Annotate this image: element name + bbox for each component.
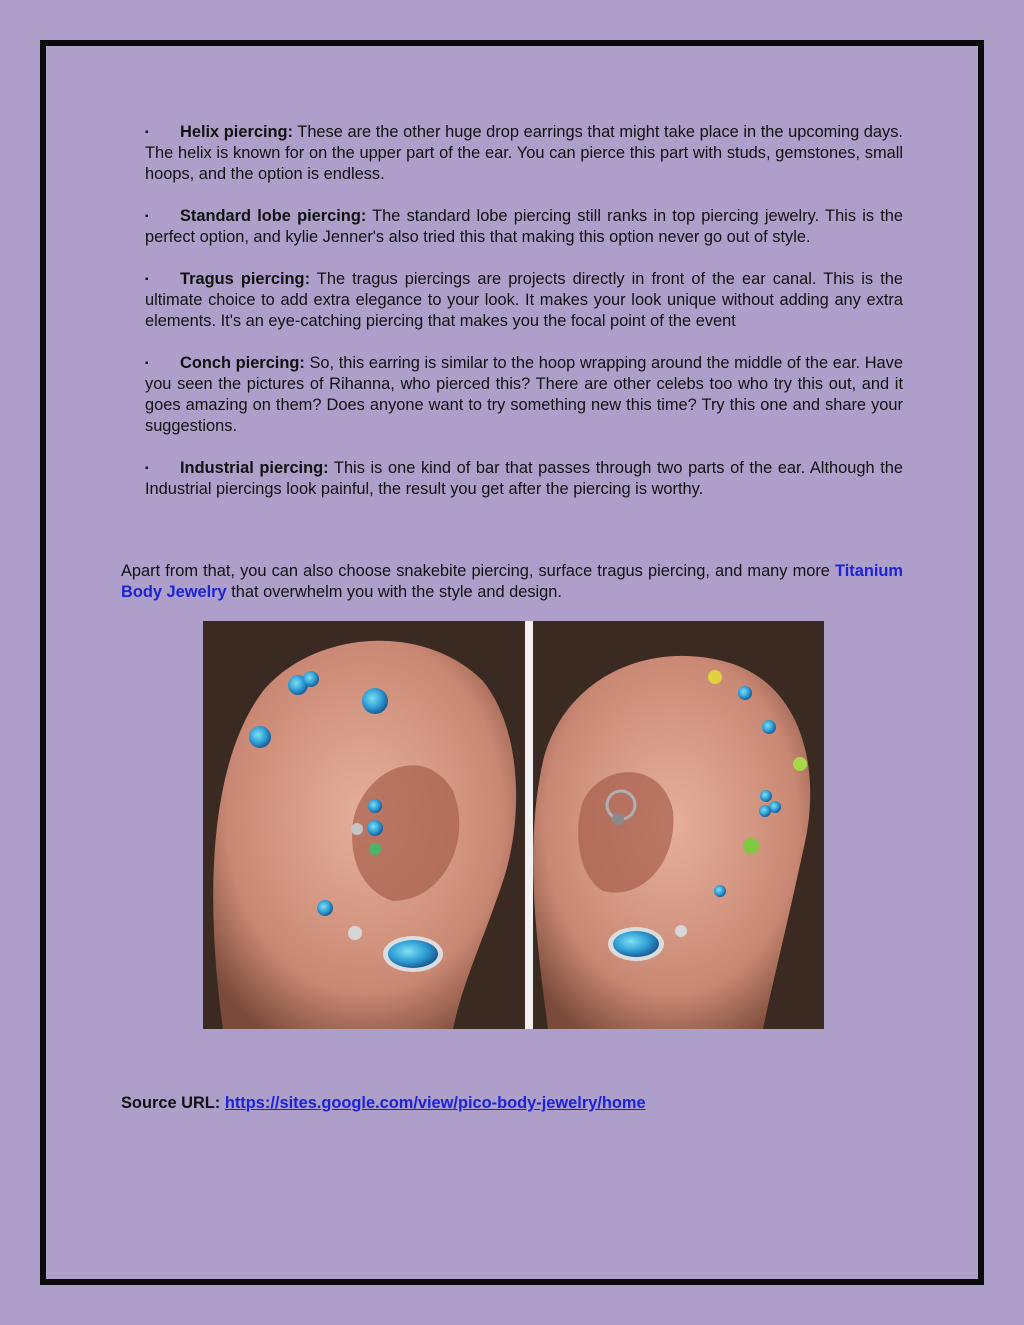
ear-piercings-photo: [203, 621, 824, 1029]
bullet-marker: ▪: [145, 274, 149, 285]
list-item-standard-lobe: [145, 206, 903, 248]
piercing-list: [145, 122, 903, 521]
item-title: Standard lobe piercing:: [180, 207, 367, 225]
source-label: Source URL:: [121, 1094, 225, 1112]
bullet-marker: ▪: [145, 463, 149, 474]
item-text: So, this earring is similar to the hoop wrapping around the middle of the ear. Have you seen the pictures of Rihanna, who pierced this? There are other celebs too who try this out, and it goes amazing on them? Does anyone want to try something new this time? Try this one and share your suggestions.: [145, 354, 903, 435]
list-item-tragus: [145, 269, 903, 332]
item-text: The tragus piercings are projects directly in front of the ear canal. This is the ultimate choice to add extra elegance to your look. It makes your look unique without adding any extra elements. It's an eye-catching piercing that makes you the focal point of the event: [145, 270, 903, 330]
source-url-link[interactable]: https://sites.google.com/view/pico-body-jewelry/home: [224, 1094, 646, 1112]
bullet-marker: ▪: [145, 127, 149, 138]
paragraph-text-before: Apart from that, you can also choose snakebite piercing, surface tragus piercing, and many more: [121, 562, 835, 580]
list-item-conch: [145, 353, 903, 437]
paragraph-text-after: that overwhelm you with the style and design.: [226, 583, 562, 601]
item-text: These are the other huge drop earrings that might take place in the upcoming days. The helix is known for on the upper part of the ear. You can pierce this part with studs, gemstones, small hoops, and the option is endless.: [145, 123, 903, 183]
item-title: Tragus piercing:: [180, 270, 311, 288]
right-ear: [533, 621, 824, 1029]
closing-paragraph: [121, 561, 903, 603]
item-text: This is one kind of bar that passes through two parts of the ear. Although the Industrial piercings look painful, the result you get after the piercing is worthy.: [145, 459, 903, 498]
item-title: Industrial piercing:: [180, 459, 329, 477]
left-ear: [203, 621, 525, 1029]
item-title: Helix piercing:: [180, 123, 293, 141]
source-line: [121, 1093, 646, 1114]
bullet-marker: ▪: [145, 358, 149, 369]
item-text: The standard lobe piercing still ranks in top piercing jewelry. This is the perfect option, and kylie Jenner's also tried this that making this option never go out of style.: [145, 207, 903, 246]
list-item-helix: [145, 122, 903, 185]
titanium-body-jewelry-link[interactable]: Titanium Body Jewelry: [121, 562, 903, 601]
item-title: Conch piercing:: [180, 354, 305, 372]
list-item-industrial: [145, 458, 903, 500]
bullet-marker: ▪: [145, 211, 149, 222]
